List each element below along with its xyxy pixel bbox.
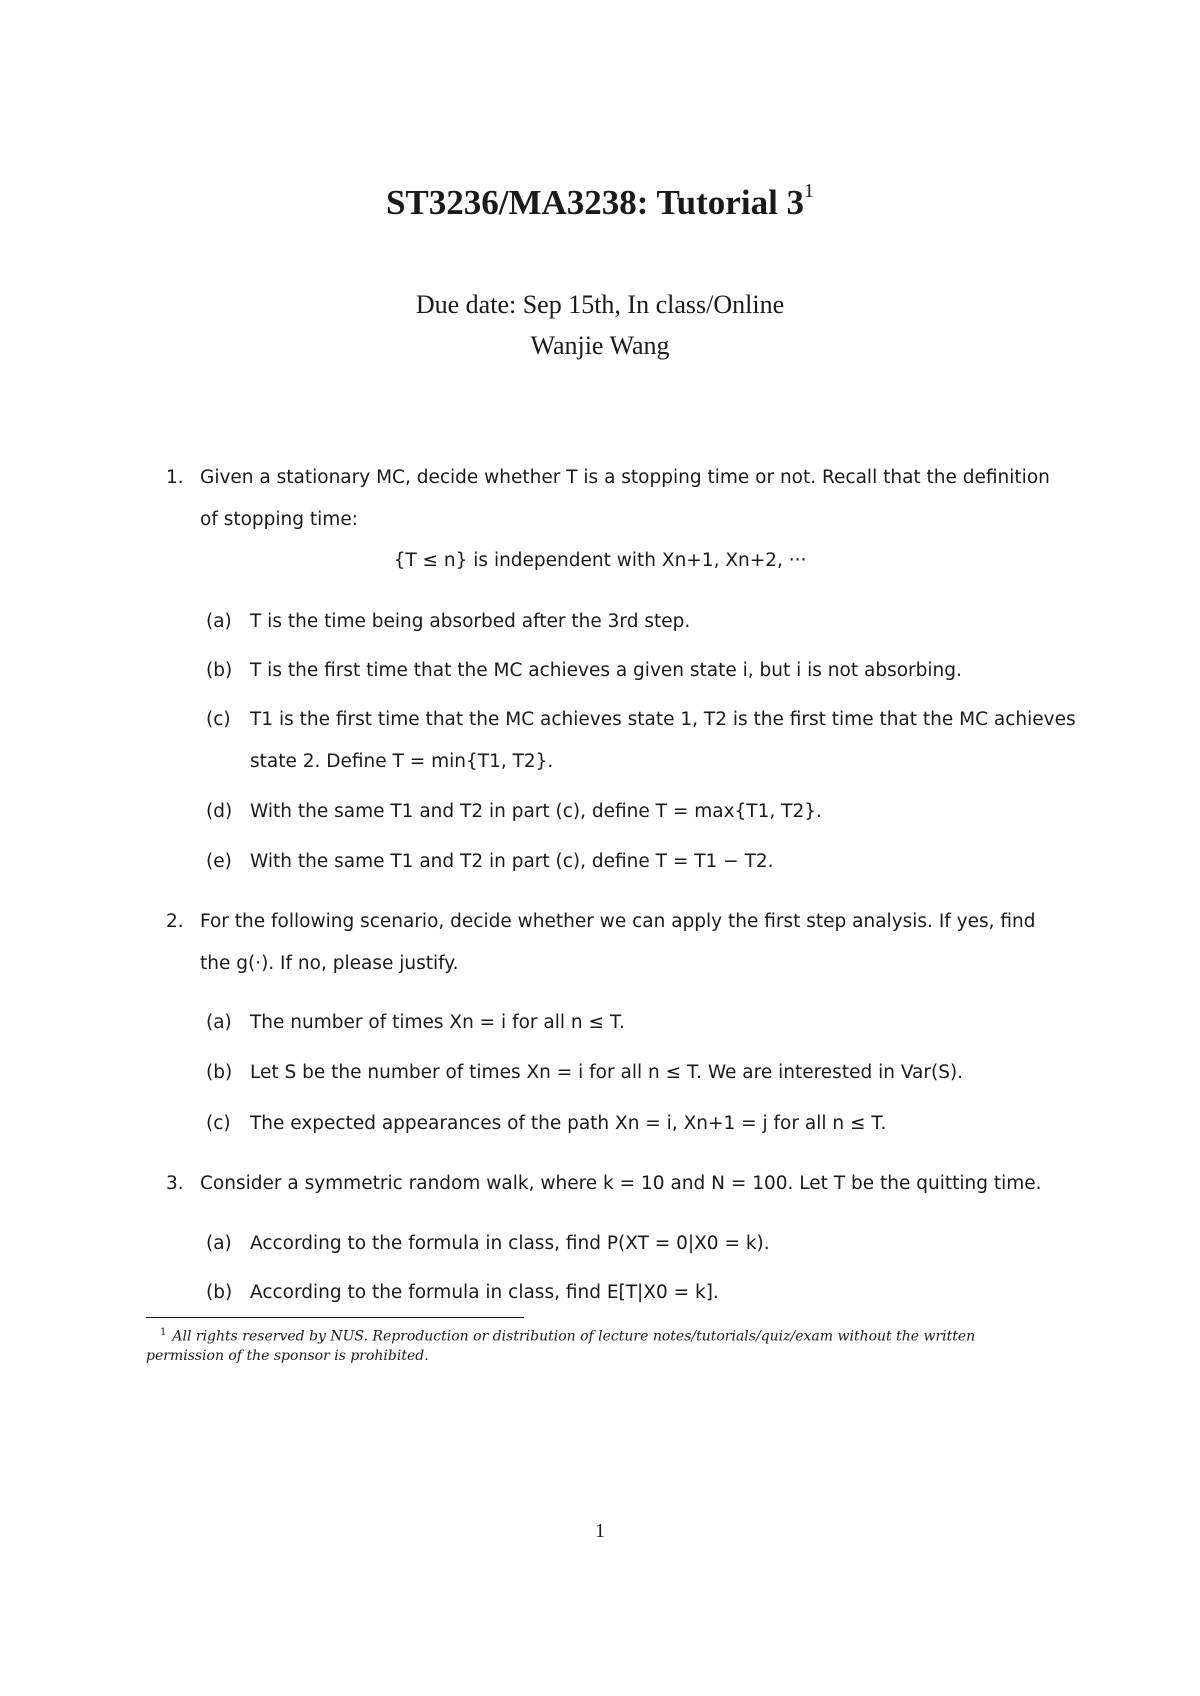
due-date: Due date: Sep 15th, In class/Online [415, 290, 785, 319]
q1-number: 1. [166, 467, 184, 488]
footnote-text-1: All rights reserved by NUS. Reproduction or distribution of lecture notes/tutorials/quiz/exam without the written [172, 1328, 976, 1345]
q2a-label: (a) [206, 1012, 232, 1033]
q1b-label: (b) [206, 660, 233, 681]
q2c-text: The expected appearances of the path Xn = i, Xn+1 = j for all n ≤ T. [250, 1113, 887, 1134]
title-footnote-mark: 1 [804, 180, 815, 203]
q2c-label: (c) [206, 1113, 231, 1134]
q2a-text: The number of times Xn = i for all n ≤ T. [250, 1012, 625, 1033]
q3a-label: (a) [206, 1233, 232, 1254]
q2-line2: the g(·). If no, please justify. [200, 953, 459, 974]
q1b-text: T is the first time that the MC achieves a given state i, but i is not absorbing. [250, 660, 962, 681]
page-title [0, 180, 1200, 223]
q2b-text: Let S be the number of times Xn = i for all n ≤ T. We are interested in Var(S). [250, 1062, 964, 1083]
q1e-label: (e) [206, 851, 232, 872]
q3b-text: According to the formula in class, find E[T|X0 = k]. [250, 1282, 719, 1303]
q3-number: 3. [166, 1173, 184, 1194]
footnote-line2: permission of the sponsor is prohibited. [146, 1348, 429, 1364]
q1e-text: With the same T1 and T2 in part (c), define T = T1 − T2. [250, 851, 774, 872]
q2b-label: (b) [206, 1062, 233, 1083]
footnote-line1 [146, 1322, 1106, 1348]
q3-line1: Consider a symmetric random walk, where k = 10 and N = 100. Let T be the quitting time. [200, 1173, 1042, 1194]
q2-number: 2. [166, 911, 184, 932]
q3b-label: (b) [206, 1282, 233, 1303]
q1c-line2: state 2. Define T = min{T1, T2}. [250, 751, 554, 772]
q1d-label: (d) [206, 801, 233, 822]
q1-line2: of stopping time: [200, 509, 358, 530]
q1d-text: With the same T1 and T2 in part (c), define T = max{T1, T2}. [250, 801, 822, 822]
q1a-label: (a) [206, 611, 232, 632]
q1a-text: T is the time being absorbed after the 3rd step. [250, 611, 691, 632]
q2-line1: For the following scenario, decide whether we can apply the first step analysis. If yes, find [200, 911, 1036, 932]
title-text: ST3236/MA3238: Tutorial 3 [385, 183, 805, 222]
footnote-mark: 1 [160, 1327, 167, 1338]
page-number: 1 [595, 1520, 605, 1542]
author-name: Wanjie Wang [530, 331, 670, 360]
q1-equation: {T ≤ n} is independent with Xn+1, Xn+2, ··· [393, 550, 807, 571]
q1c-line1: T1 is the first time that the MC achieves state 1, T2 is the first time that the MC achieves [250, 709, 1076, 730]
q1-line1: Given a stationary MC, decide whether T is a stopping time or not. Recall that the definition [200, 467, 1050, 488]
q1c-label: (c) [206, 709, 231, 730]
footnote-rule [146, 1317, 524, 1318]
q3a-text: According to the formula in class, find P(XT = 0|X0 = k). [250, 1233, 770, 1254]
